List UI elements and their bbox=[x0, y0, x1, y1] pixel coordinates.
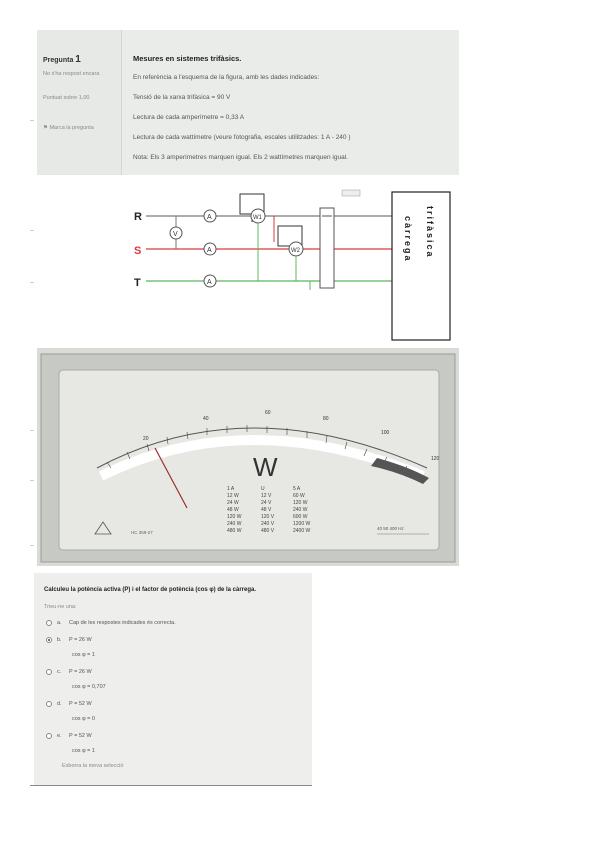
option-c-text: P = 26 W bbox=[69, 669, 92, 675]
range-col1-header: 1 A bbox=[227, 486, 235, 492]
choose-prompt: Trieu-ne una: bbox=[44, 604, 77, 610]
page-margin-marks bbox=[0, 30, 34, 570]
margin-tick bbox=[30, 120, 34, 121]
range-col2-header: U bbox=[261, 486, 265, 492]
option-d-sub: cos φ = 0 bbox=[72, 716, 95, 722]
range-col1-v0: 12 W bbox=[227, 493, 239, 499]
scale-label-60: 60 bbox=[265, 410, 271, 416]
range-col2-v2: 48 V bbox=[261, 507, 272, 513]
range-col3-v3: 600 W bbox=[293, 514, 308, 520]
radio-b[interactable] bbox=[46, 637, 52, 643]
scale-label-100: 100 bbox=[381, 430, 390, 436]
range-col3-v1: 120 W bbox=[293, 500, 308, 506]
range-col1-v5: 480 W bbox=[227, 528, 242, 534]
load-box bbox=[392, 192, 450, 340]
option-a-text: Cap de les respostes indicades és correcta. bbox=[69, 620, 176, 626]
range-col3-v5: 2400 W bbox=[293, 528, 311, 534]
option-c-sub: cos φ = 0,707 bbox=[72, 684, 106, 690]
range-col3-v4: 1200 W bbox=[293, 521, 311, 527]
clear-selection-link[interactable]: Esborra la meva selecció bbox=[62, 763, 124, 769]
question-title: Mesures en sistemes trifàsics. bbox=[133, 54, 242, 63]
flag-icon: ⚑ bbox=[43, 125, 50, 131]
load-text-carrega: càrrega bbox=[403, 216, 413, 263]
phase-label-s: S bbox=[134, 245, 142, 257]
margin-tick bbox=[30, 282, 34, 283]
wattmeter-text: Lectura de cada wattímetre (veure fotografia, escales utilitzades: 1 A - 240 ) bbox=[133, 134, 351, 141]
radio-a[interactable] bbox=[46, 620, 52, 626]
range-col1-v3: 120 W bbox=[227, 514, 242, 520]
question-number-value: 1 bbox=[75, 54, 81, 65]
margin-tick bbox=[30, 430, 34, 431]
option-b-text: P = 26 W bbox=[69, 637, 92, 643]
phase-label-t: T bbox=[134, 277, 141, 289]
answer-question: Calculeu la potència activa (P) i el factor de potència (cos φ) de la càrrega. bbox=[44, 587, 257, 593]
radio-d[interactable] bbox=[46, 701, 52, 707]
switch-label-box bbox=[342, 190, 360, 196]
range-col3-v2: 240 W bbox=[293, 507, 308, 513]
ammeter-r-label: A bbox=[207, 214, 212, 221]
wattmeter-svg bbox=[37, 348, 459, 566]
flag-label: Marca la pregunta bbox=[49, 125, 94, 131]
option-c-letter: c. bbox=[57, 669, 62, 675]
scale-label-80: 80 bbox=[323, 416, 329, 422]
scale-label-40: 40 bbox=[203, 416, 209, 422]
ammeter-text: Lectura de cada amperímetre = 0,33 A bbox=[133, 114, 245, 121]
option-e-sub: cos φ = 1 bbox=[72, 748, 95, 754]
answer-panel-divider bbox=[30, 785, 312, 786]
note-text: Nota: Els 3 amperímetres marquen igual. Els 2 wattímetres marquen igual. bbox=[133, 154, 348, 161]
option-a-letter: a. bbox=[57, 620, 62, 626]
wattmeter-photo bbox=[37, 348, 459, 566]
voltage-text: Tensió de la xarxa trifàsica = 90 V bbox=[133, 94, 231, 101]
option-a[interactable] bbox=[46, 620, 176, 626]
radio-c[interactable] bbox=[46, 669, 52, 675]
ammeter-s-label: A bbox=[207, 247, 212, 254]
option-b-sub: cos φ = 1 bbox=[72, 652, 95, 658]
flag-question-link[interactable] bbox=[43, 124, 117, 132]
load-text-trifasica: trifàsica bbox=[425, 206, 435, 259]
ammeter-t-label: A bbox=[207, 279, 212, 286]
scale-label-120: 120 bbox=[431, 456, 440, 462]
wattmeter2-label: W2 bbox=[291, 248, 300, 254]
voltmeter-label: V bbox=[173, 231, 178, 238]
question-status: No s'ha respost encara bbox=[43, 71, 100, 77]
circuit-diagram bbox=[130, 180, 458, 347]
option-e[interactable] bbox=[46, 733, 92, 739]
range-col1-v4: 240 W bbox=[227, 521, 242, 527]
margin-tick bbox=[30, 545, 34, 546]
option-d-letter: d. bbox=[57, 701, 62, 707]
margin-tick bbox=[30, 480, 34, 481]
scale-label-20: 20 bbox=[143, 436, 149, 442]
option-b-letter: b. bbox=[57, 637, 62, 643]
range-col1-v2: 48 W bbox=[227, 507, 239, 513]
circuit-svg bbox=[130, 180, 458, 347]
option-e-letter: e. bbox=[57, 733, 62, 739]
range-col2-v3: 120 V bbox=[261, 514, 275, 520]
question-label: Pregunta bbox=[43, 57, 74, 64]
wattmeter1-label: W1 bbox=[253, 215, 262, 221]
option-c[interactable] bbox=[46, 669, 92, 675]
range-col2-v1: 24 V bbox=[261, 500, 272, 506]
intro-text: En referència a l'esquema de la figura, amb les dades indicades: bbox=[133, 74, 320, 81]
question-marks: Puntuat sobre 1,00 bbox=[43, 95, 90, 101]
question-panel bbox=[37, 30, 459, 175]
switch-block bbox=[320, 208, 334, 288]
meter-freq: 40 50 400 Hz bbox=[377, 526, 404, 531]
question-info-box bbox=[37, 30, 122, 175]
range-col2-v0: 12 V bbox=[261, 493, 272, 499]
range-col3-header: 5 A bbox=[293, 486, 301, 492]
range-col1-v1: 24 W bbox=[227, 500, 239, 506]
range-col3-v0: 60 W bbox=[293, 493, 305, 499]
meter-code: HC 359-27 bbox=[131, 530, 153, 535]
option-d[interactable] bbox=[46, 701, 92, 707]
range-col2-v4: 240 V bbox=[261, 521, 275, 527]
radio-e[interactable] bbox=[46, 733, 52, 739]
margin-tick bbox=[30, 230, 34, 231]
answer-panel bbox=[34, 573, 312, 785]
option-d-text: P = 52 W bbox=[69, 701, 92, 707]
meter-unit: W bbox=[253, 452, 278, 482]
option-b[interactable] bbox=[46, 637, 92, 643]
question-number bbox=[43, 54, 81, 65]
phase-label-r: R bbox=[134, 211, 142, 223]
option-e-text: P = 52 W bbox=[69, 733, 92, 739]
range-col2-v5: 480 V bbox=[261, 528, 275, 534]
